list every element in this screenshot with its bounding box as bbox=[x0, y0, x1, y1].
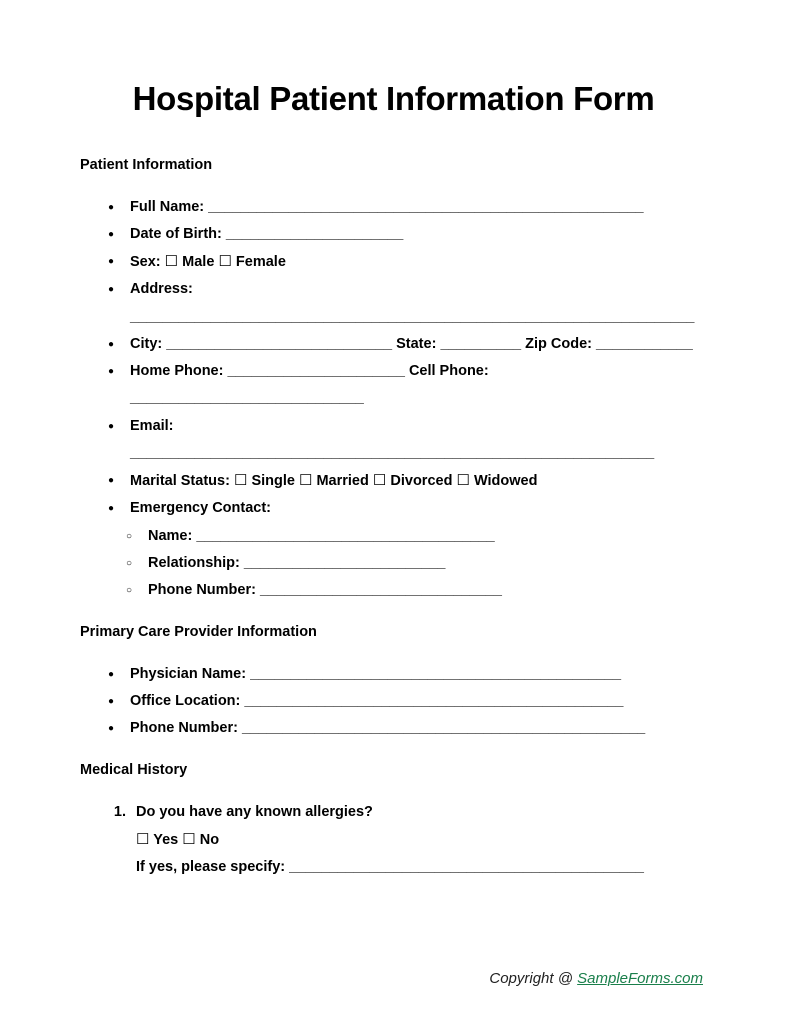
spacer bbox=[80, 742, 707, 760]
section-heading-medical-history: Medical History bbox=[80, 762, 188, 779]
allergies-yes-label: Yes bbox=[153, 831, 179, 848]
state-input[interactable]: __________ bbox=[440, 335, 522, 352]
checkbox-icon-married[interactable]: ☐ bbox=[298, 472, 313, 490]
medical-history-list bbox=[80, 799, 707, 882]
date-of-birth-label: Date of Birth: bbox=[130, 225, 222, 242]
spacer bbox=[80, 781, 707, 799]
list-item-emergency-phone bbox=[126, 577, 707, 604]
footer bbox=[0, 970, 787, 987]
zip-code-label: Zip Code: bbox=[525, 335, 592, 352]
physician-name-input[interactable]: ______________________________________________ bbox=[250, 665, 622, 682]
sex-label: Sex: bbox=[130, 254, 161, 271]
cell-phone-input[interactable]: _____________________________ bbox=[130, 390, 364, 407]
list-item-city-state-zip bbox=[108, 331, 707, 358]
checkbox-icon-allergies-no[interactable]: ☐ bbox=[182, 830, 196, 848]
emergency-name-label: Name: bbox=[148, 527, 193, 544]
marital-widowed-label: Widowed bbox=[473, 473, 538, 490]
list-item-physician-name bbox=[108, 661, 707, 688]
email-input[interactable]: _________________________________________________________________ bbox=[130, 444, 655, 461]
copyright-text: Copyright @ bbox=[489, 970, 573, 987]
zip-code-input[interactable]: ____________ bbox=[596, 335, 693, 352]
marital-married-label: Married bbox=[316, 473, 369, 490]
allergies-question-text: Do you have any known allergies? bbox=[136, 803, 373, 820]
spacer bbox=[80, 176, 707, 194]
state-label: State: bbox=[396, 335, 437, 352]
list-item-allergies-question bbox=[130, 799, 707, 882]
physician-name-label: Physician Name: bbox=[130, 665, 247, 682]
list-item-address bbox=[108, 276, 707, 331]
allergies-no-label: No bbox=[199, 831, 220, 848]
home-phone-label: Home Phone: bbox=[130, 363, 224, 380]
office-location-input[interactable]: _______________________________________________ bbox=[244, 692, 624, 709]
section-heading-primary-care: Primary Care Provider Information bbox=[80, 624, 317, 641]
allergies-specify-label: If yes, please specify: bbox=[136, 859, 286, 876]
provider-phone-label: Phone Number: bbox=[130, 720, 238, 737]
patient-information-list bbox=[80, 194, 707, 523]
list-item-full-name bbox=[108, 194, 707, 221]
emergency-contact-label: Emergency Contact: bbox=[130, 500, 272, 517]
provider-phone-input[interactable]: __________________________________________________ bbox=[241, 720, 646, 737]
list-item-email bbox=[108, 413, 707, 468]
office-location-label: Office Location: bbox=[130, 692, 241, 709]
city-label: City: bbox=[130, 335, 163, 352]
address-label: Address: bbox=[130, 281, 193, 298]
checkbox-icon-widowed[interactable]: ☐ bbox=[456, 472, 470, 490]
list-item-emergency-relationship bbox=[126, 550, 707, 577]
emergency-relationship-label: Relationship: bbox=[148, 554, 240, 571]
primary-care-list bbox=[80, 661, 707, 743]
home-phone-input[interactable]: ______________________ bbox=[227, 363, 405, 380]
checkbox-icon-divorced[interactable]: ☐ bbox=[372, 472, 387, 490]
emergency-phone-input[interactable]: ______________________________ bbox=[259, 582, 502, 599]
spacer bbox=[80, 119, 707, 155]
sex-male-label: Male bbox=[182, 254, 215, 271]
checkbox-icon-allergies-yes[interactable]: ☐ bbox=[136, 830, 150, 848]
city-input[interactable]: ____________________________ bbox=[166, 335, 393, 352]
sex-female-label: Female bbox=[235, 254, 286, 271]
checkbox-icon-single[interactable]: ☐ bbox=[233, 472, 248, 490]
list-item-emergency-name bbox=[126, 523, 707, 550]
cell-phone-label: Cell Phone: bbox=[408, 363, 489, 380]
spacer bbox=[80, 604, 707, 622]
list-item-office-location bbox=[108, 688, 707, 715]
emergency-phone-label: Phone Number: bbox=[148, 582, 256, 599]
address-input[interactable]: ______________________________________________________________________ bbox=[130, 308, 695, 325]
list-item-emergency-contact bbox=[108, 495, 707, 522]
checkbox-icon-female[interactable]: ☐ bbox=[218, 253, 232, 271]
marital-status-label: Marital Status: bbox=[130, 473, 230, 490]
list-item-date-of-birth bbox=[108, 221, 707, 248]
list-item-marital-status bbox=[108, 467, 707, 495]
list-item-provider-phone bbox=[108, 715, 707, 742]
allergies-specify-input[interactable]: ____________________________________________ bbox=[289, 859, 644, 876]
checkbox-icon-male[interactable]: ☐ bbox=[164, 253, 179, 271]
full-name-label: Full Name: bbox=[130, 198, 205, 215]
date-of-birth-input[interactable]: ______________________ bbox=[225, 225, 404, 242]
emergency-contact-sublist bbox=[80, 523, 707, 605]
marital-divorced-label: Divorced bbox=[390, 473, 453, 490]
email-label: Email: bbox=[130, 417, 174, 434]
section-heading-patient-information: Patient Information bbox=[80, 157, 213, 174]
full-name-input[interactable]: ______________________________________________________ bbox=[208, 198, 644, 215]
page-title: Hospital Patient Information Form bbox=[132, 80, 655, 117]
marital-single-label: Single bbox=[251, 473, 295, 490]
list-item-sex bbox=[108, 248, 707, 276]
emergency-relationship-input[interactable]: _________________________ bbox=[243, 554, 446, 571]
spacer bbox=[80, 643, 707, 661]
sampleforms-link[interactable]: SampleForms.com bbox=[577, 970, 703, 987]
emergency-name-input[interactable]: _____________________________________ bbox=[196, 527, 495, 544]
list-item-phones bbox=[108, 358, 707, 413]
